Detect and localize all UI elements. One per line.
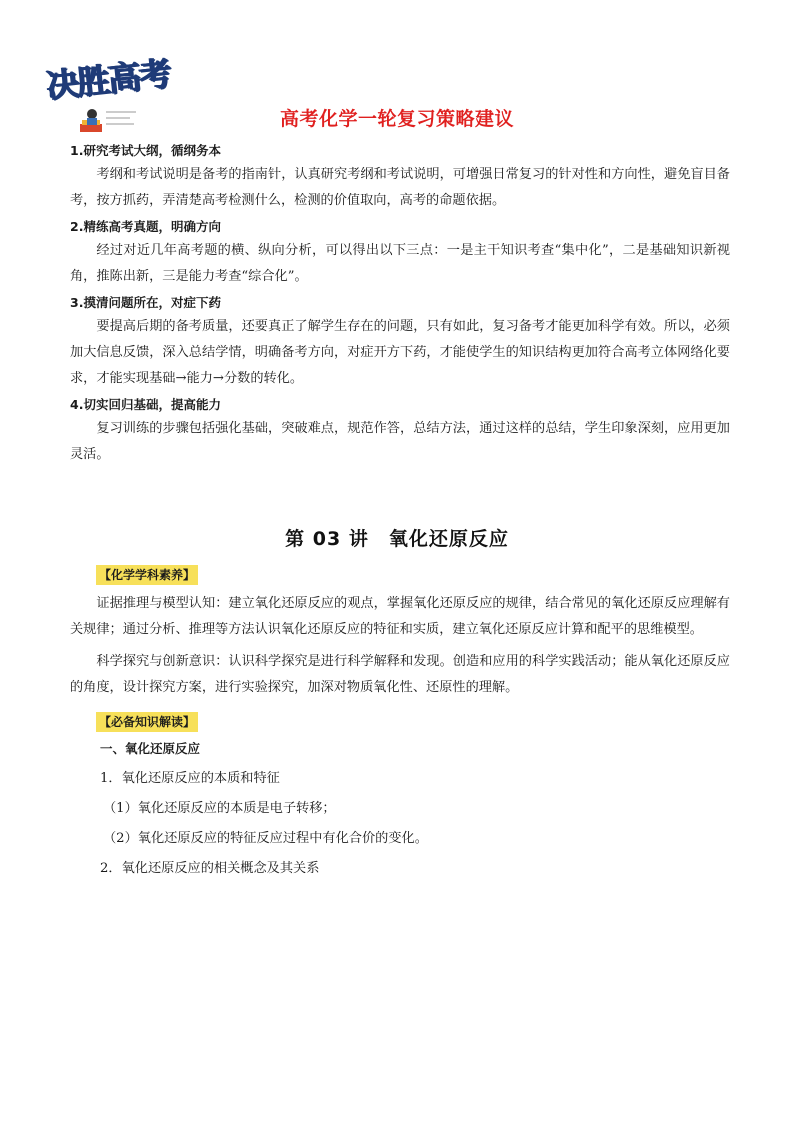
strategy-body-2: 经过对近几年高考题的横、纵向分析，可以得出以下三点：一是主干知识考查“集中化”，二是基础知识新视角，推陈出新，三是能力考查“综合化”。 [70,243,730,284]
logo-text: 决胜高考 [44,53,172,106]
literacy-para-1: 证据推理与模型认知：建立氧化还原反应的观点，掌握氧化还原反应的规律，结合常见的氧化还原反应理解有关规律；通过分析、推理等方法认识氧化还原反应的特征和实质，建立氧化还原反应计算和配平的思维模型。 [70,596,730,637]
strategy-body-3: 要提高后期的备考质量，还要真正了解学生存在的问题，只有如此，复习备考才能更加科学有效。所以，必须加大信息反馈，深入总结学情，明确备考方向，对症开方下药，才能使学生的知识结构更加符合高考立体网络化要求，才能实现基础→能力→分数的转化。 [70,319,730,386]
strategy-heading-1: 1.研究考试大纲，循纲务本 [70,143,221,158]
strategy-heading-2: 2.精练高考真题，明确方向 [70,219,221,234]
lecture-title: 第 03 讲 氧化还原反应 [285,528,509,550]
main-title: 高考化学一轮复习策略建议 [279,108,514,130]
list-item-2: 2．氧化还原反应的相关概念及其关系 [100,861,320,876]
list-item-1: 1．氧化还原反应的本质和特征 [100,771,280,786]
knowledge-tag: 【必备知识解读】 [96,712,198,732]
strategy-section [70,140,730,468]
section-heading: 一、氧化还原反应 [100,741,201,756]
strategy-heading-3: 3.摸清问题所在，对症下药 [70,295,221,310]
strategy-body-1: 考纲和考试说明是备考的指南针，认真研究考纲和考试说明，可增强日常复习的针对性和方向性，避免盲目备考，按方抓药，弄清楚高考检测什么，检测的价值取向，高考的命题依据。 [70,167,730,208]
strategy-heading-4: 4.切实回归基础，提高能力 [70,397,221,412]
sub-item-1: （1）氧化还原反应的本质是电子转移； [103,801,336,816]
strategy-body-4: 复习训练的步骤包括强化基础，突破难点，规范作答，总结方法，通过这样的总结，学生印象深刻，应用更加灵活。 [70,421,730,462]
lecture-content [70,564,730,882]
literacy-para-2: 科学探究与创新意识：认识科学探究是进行科学解释和发现。创造和应用的科学实践活动；能从氧化还原反应的角度，设计探究方案，进行实验探究，加深对物质氧化性、还原性的理解。 [70,654,730,695]
sub-item-2: （2）氧化还原反应的特征反应过程中有化合价的变化。 [103,831,428,846]
literacy-tag: 【化学学科素养】 [96,565,198,585]
